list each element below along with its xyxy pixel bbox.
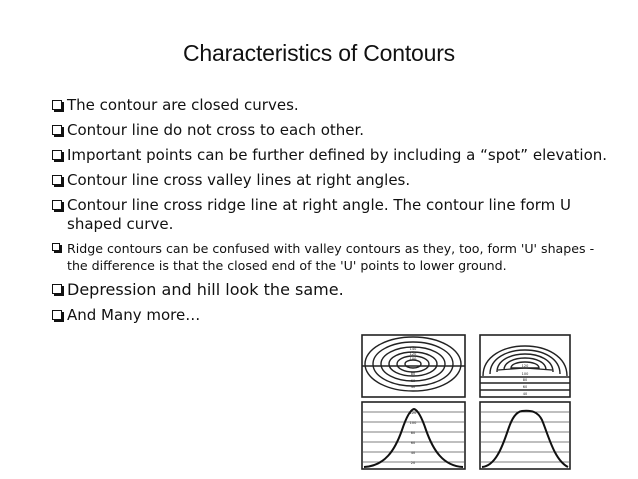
hill-contour-map [362,335,465,397]
profile-label: 100 [409,421,417,425]
contour-label: 100 [521,372,529,376]
profile-label: 120 [409,411,417,415]
bullet-item [50,306,610,325]
ridge-profile [480,402,570,469]
checkbox-bullet-icon [52,100,62,110]
contour-label: 80 [410,372,416,376]
bullet-item [50,240,610,274]
contour-label: 60 [410,379,416,383]
contour-label: 40 [522,392,528,396]
bullet-item [50,121,610,140]
bullet-item [50,96,610,115]
checkbox-bullet-icon [52,243,60,251]
ridge-contour-map [480,335,570,397]
contour-figure [340,330,585,472]
contour-label: 140 [409,347,417,351]
contour-label: 60 [522,385,528,389]
bullet-text: Contour line do not cross to each other. [67,121,365,139]
bullet-item [50,146,610,165]
bullet-text: Depression and hill look the same. [67,280,344,299]
checkbox-bullet-icon [52,310,62,320]
bullet-text: And Many more… [67,306,201,324]
profile-label: 40 [410,451,416,455]
bullet-item [50,280,610,300]
bullet-text: Contour line cross valley lines at right angles. [67,171,411,189]
contour-label: 100 [409,357,417,361]
bullet-text: Ridge contours can be confused with valley contours as they, too, form 'U' shapes - the difference is that the closed end of the 'U' points to lower ground. [67,241,595,273]
contour-label: 120 [521,364,529,368]
bullet-list [50,96,610,331]
profile-label: 80 [410,431,416,435]
checkbox-bullet-icon [52,200,62,210]
bullet-text: The contour are closed curves. [67,96,299,114]
bullet-item [50,196,610,234]
contour-label: 40 [410,385,416,389]
contour-label: 80 [522,378,528,382]
checkbox-bullet-icon [52,284,62,294]
slide-title: Characteristics of Contours [183,40,455,66]
bullet-text: Important points can be further defined by including a “spot” elevation. [67,146,608,164]
bullet-item [50,171,610,190]
contour-label: 120 [409,352,417,356]
checkbox-bullet-icon [52,150,62,160]
hill-profile [362,402,465,469]
bullet-text: Contour line cross ridge line at right angle. The contour line form U shaped curve. [67,196,572,233]
profile-label: 60 [410,441,416,445]
checkbox-bullet-icon [52,125,62,135]
checkbox-bullet-icon [52,175,62,185]
profile-label: 20 [410,461,416,465]
